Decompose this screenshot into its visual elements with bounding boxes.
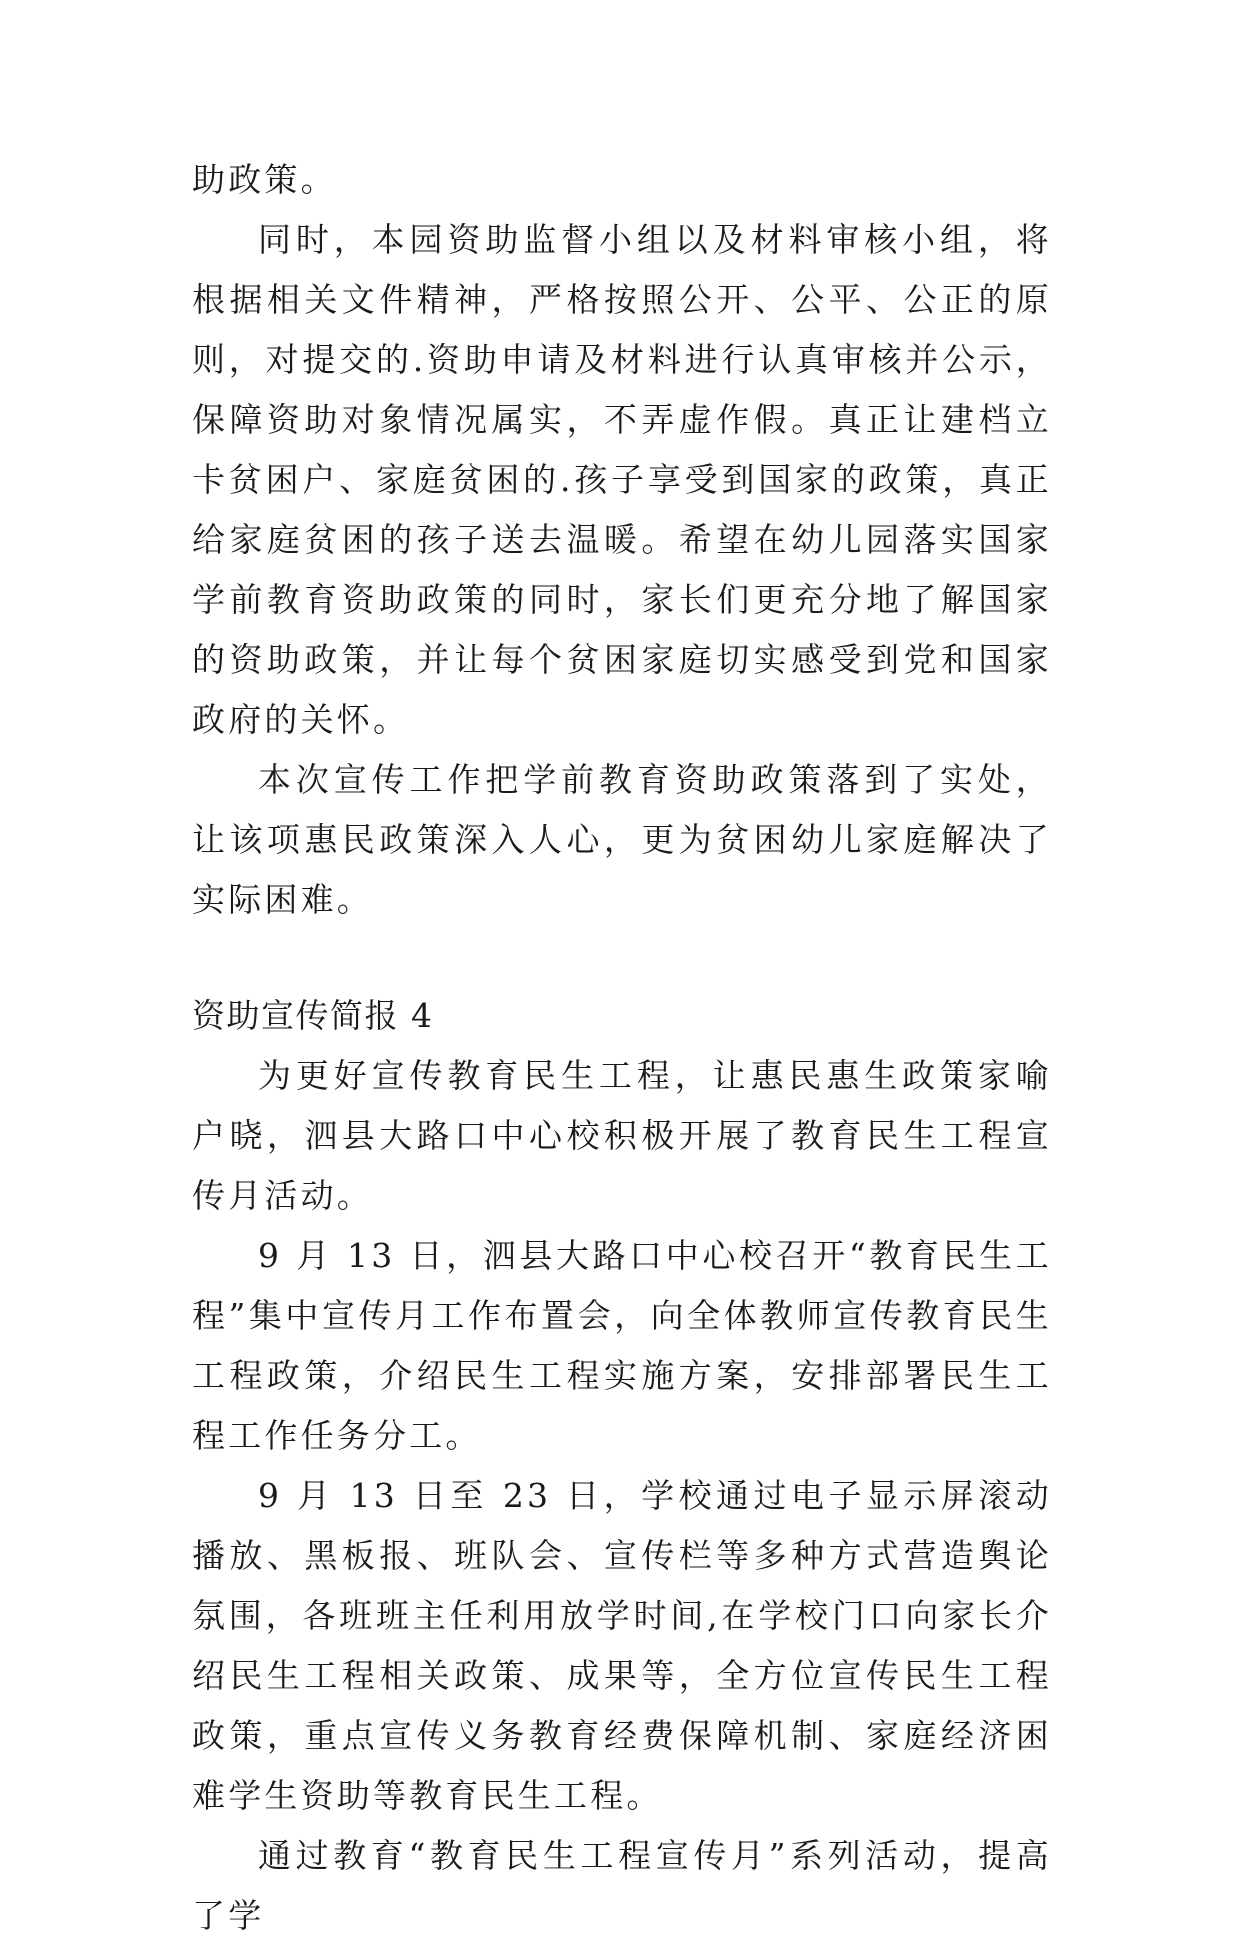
paragraph-conclusion: 通过教育“教育民生工程宣传月”系列活动，提高了学	[192, 1836, 1052, 1935]
paragraph-summary: 本次宣传工作把学前教育资助政策落到了实处，让该项惠民政策深入人心，更为贫困幼儿家庭解决了实际困难。	[192, 760, 1052, 919]
paragraph-review-process: 同时，本园资助监督小组以及材料审核小组，将根据相关文件精神，严格按照公开、公平、公正的原则，对提交的.资助申请及材料进行认真审核并公示，保障资助对象情况属实，不弄虚作假。真正让建档立卡贫困户、家庭贫困的.孩子享受到国家的政策，真正给家庭贫困的孩子送去温暖。希望在幼儿园落实国家学前教育资助政策的同时，家长们更充分地了解国家的资助政策，并让每个贫困家庭切实感受到党和国家政府的关怀。	[192, 220, 1052, 739]
paragraph-intro: 为更好宣传教育民生工程，让惠民惠生政策家喻户晓，泗县大路口中心校积极开展了教育民生工程宣传月活动。	[192, 1056, 1052, 1215]
paragraph-continuation: 助政策。	[192, 160, 337, 199]
document-page	[192, 150, 1052, 1946]
paragraph-meeting: 9 月 13 日，泗县大路口中心校召开“教育民生工程”集中宣传月工作布置会，向全体教师宣传教育民生工程政策，介绍民生工程实施方案，安排部署民生工程工作任务分工。	[192, 1236, 1052, 1455]
section-heading: 资助宣传简报 4	[192, 996, 434, 1035]
section-gap	[192, 930, 1052, 986]
paragraph-activities: 9 月 13 日至 23 日，学校通过电子显示屏滚动播放、黑板报、班队会、宣传栏等多种方式营造舆论氛围，各班班主任利用放学时间,在学校门口向家长介绍民生工程相关政策、成果等，全方位宣传民生工程政策，重点宣传义务教育经费保障机制、家庭经济困难学生资助等教育民生工程。	[192, 1476, 1052, 1815]
